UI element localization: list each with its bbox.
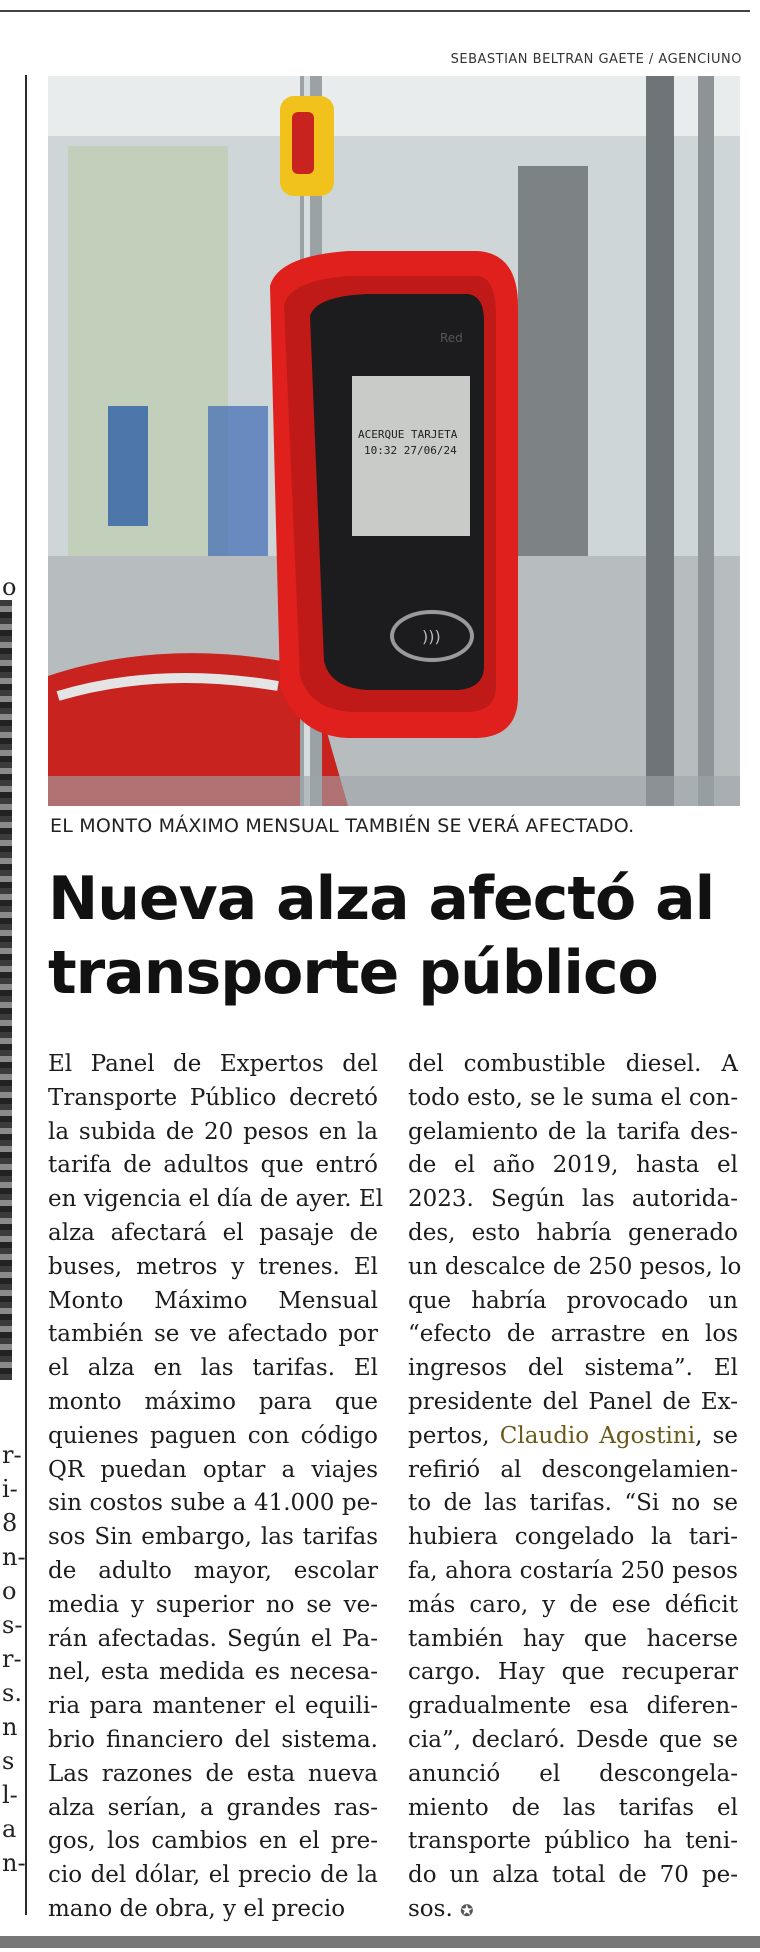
validator-screen-text-2: 10:32 27/06/24: [364, 444, 457, 457]
body-line-text: sos.: [408, 1895, 453, 1922]
photo-credit: SEBASTIAN BELTRAN GAETE / AGENCIUNO: [450, 52, 742, 67]
body-line: sos Sin embargo, las tarifas: [48, 1524, 378, 1551]
body-line: de el año 2019, hasta el: [408, 1152, 738, 1179]
body-line: ria para mantener el equili-: [48, 1693, 378, 1720]
headline-line-1: Nueva alza afectó al: [48, 864, 715, 934]
body-line: tarifa de adultos que entró: [48, 1152, 378, 1179]
body-line: El Panel de Expertos del: [48, 1051, 378, 1077]
body-line: gelamiento de la tarifa des-: [408, 1118, 738, 1145]
adjacent-text-fragment: r-: [2, 1441, 22, 1469]
body-line: pertos, Claudio Agostini, se: [408, 1422, 738, 1449]
body-line: Transporte Público decretó: [48, 1084, 378, 1111]
body-line: Monto Máximo Mensual: [48, 1287, 378, 1314]
body-line: ingresos del sistema”. El: [408, 1355, 738, 1382]
adjacent-text-fragment: s-: [2, 1611, 23, 1639]
body-line: cargo. Hay que recuperar: [408, 1659, 738, 1686]
body-line: anunció el descongela-: [408, 1760, 738, 1787]
adjacent-text-fragment: n-: [2, 1543, 26, 1571]
body-line: gradualmente esa diferen-: [408, 1693, 738, 1720]
body-line: Las razones de esta nueva: [48, 1760, 378, 1787]
body-line: [408, 1893, 738, 1928]
body-line: alza serían, a grandes ras-: [48, 1794, 378, 1821]
end-mark-icon: ✪: [460, 1900, 474, 1920]
body-line: más caro, y de ese déficit: [408, 1591, 738, 1618]
highlighted-name: Claudio Agostini: [499, 1422, 696, 1449]
body-line: también hay que hacerse: [408, 1625, 738, 1652]
body-line: transporte público ha teni-: [408, 1828, 738, 1855]
body-line: todo esto, se le suma el con-: [408, 1084, 739, 1111]
headline: [48, 862, 748, 1010]
body-line: mano de obra, y el precio: [48, 1895, 346, 1922]
headline-line-2: transporte público: [48, 938, 658, 1008]
adjacent-text-fragment: n-: [2, 1849, 26, 1877]
body-line: que habría provocado un: [408, 1287, 738, 1314]
body-line: “efecto de arrastre en los: [408, 1321, 738, 1348]
body-line: miento de las tarifas el: [408, 1794, 738, 1821]
body-line: gos, los cambios en el pre-: [48, 1828, 378, 1855]
article-photo: [48, 76, 740, 806]
adjacent-text-fragment: l-: [2, 1781, 18, 1809]
body-line: refirió al descongelamien-: [408, 1456, 738, 1483]
adjacent-text-fragment: s: [2, 1747, 15, 1775]
body-line: rán afectadas. Según el Pa-: [48, 1625, 378, 1652]
adjacent-text-fragment: 8: [2, 1509, 18, 1537]
body-line: presidente del Panel de Ex-: [408, 1388, 738, 1415]
body-line: media y superior no se ve-: [48, 1591, 378, 1618]
top-rule: [0, 0, 750, 12]
body-line: nel, esta medida es necesa-: [48, 1659, 378, 1686]
adjacent-text-fragment: s.: [2, 1679, 22, 1707]
bottom-rule: [0, 1936, 760, 1948]
svg-text:))): ))): [422, 627, 441, 646]
body-line: QR puedan optar a viajes: [48, 1456, 378, 1483]
photo-caption: EL MONTO MÁXIMO MENSUAL TAMBIÉN SE VERÁ AFECTADO.: [50, 815, 635, 837]
adjacent-text-fragment: i-: [2, 1475, 18, 1503]
body-line: buses, metros y trenes. El: [48, 1253, 378, 1280]
body-line: monto máximo para que: [48, 1388, 378, 1415]
adjacent-article-photo-edge: [0, 600, 12, 1380]
body-line: el alza en las tarifas. El: [48, 1355, 378, 1382]
body-line: también se ve afectado por: [48, 1321, 378, 1348]
body-line: sin costos sube a 41.000 pe-: [48, 1490, 378, 1517]
body-line: 2023. Según las autorida-: [408, 1186, 738, 1213]
body-line: fa, ahora costaría 250 pesos: [408, 1557, 738, 1584]
adjacent-text-fragment: o: [2, 1577, 17, 1605]
body-line: do un alza total de 70 pe-: [408, 1862, 738, 1889]
validator-screen-text-1: ACERQUE TARJETA: [358, 428, 458, 441]
body-line: un descalce de 250 pesos, lo: [408, 1253, 742, 1280]
body-column-2: [408, 1048, 742, 1928]
body-column-1: [48, 1048, 384, 1927]
adjacent-text-fragment: o: [2, 573, 17, 601]
body-line: cio del dólar, el precio de la: [48, 1862, 378, 1889]
body-line: en vigencia el día de ayer. El: [48, 1186, 384, 1213]
adjacent-text-fragment: a: [2, 1815, 17, 1843]
validator-brand: Red: [440, 331, 463, 345]
body-line: quienes paguen con código: [48, 1422, 378, 1449]
body-line: del combustible diesel. A: [408, 1051, 738, 1077]
column-divider: [25, 75, 27, 1915]
adjacent-text-fragment: r-: [2, 1645, 22, 1673]
body-line: la subida de 20 pesos en la: [48, 1118, 378, 1145]
body-line: de adulto mayor, escolar: [48, 1557, 378, 1584]
body-line: cia”, declaró. Desde que se: [408, 1726, 738, 1753]
body-line: to de las tarifas. “Si no se: [408, 1490, 738, 1517]
body-line: alza afectará el pasaje de: [48, 1219, 378, 1246]
body-line: des, esto habría generado: [408, 1219, 738, 1246]
body-line: brio financiero del sistema.: [48, 1726, 378, 1753]
body-line: hubiera congelado la tari-: [408, 1524, 738, 1551]
adjacent-text-fragment: n: [2, 1713, 18, 1741]
